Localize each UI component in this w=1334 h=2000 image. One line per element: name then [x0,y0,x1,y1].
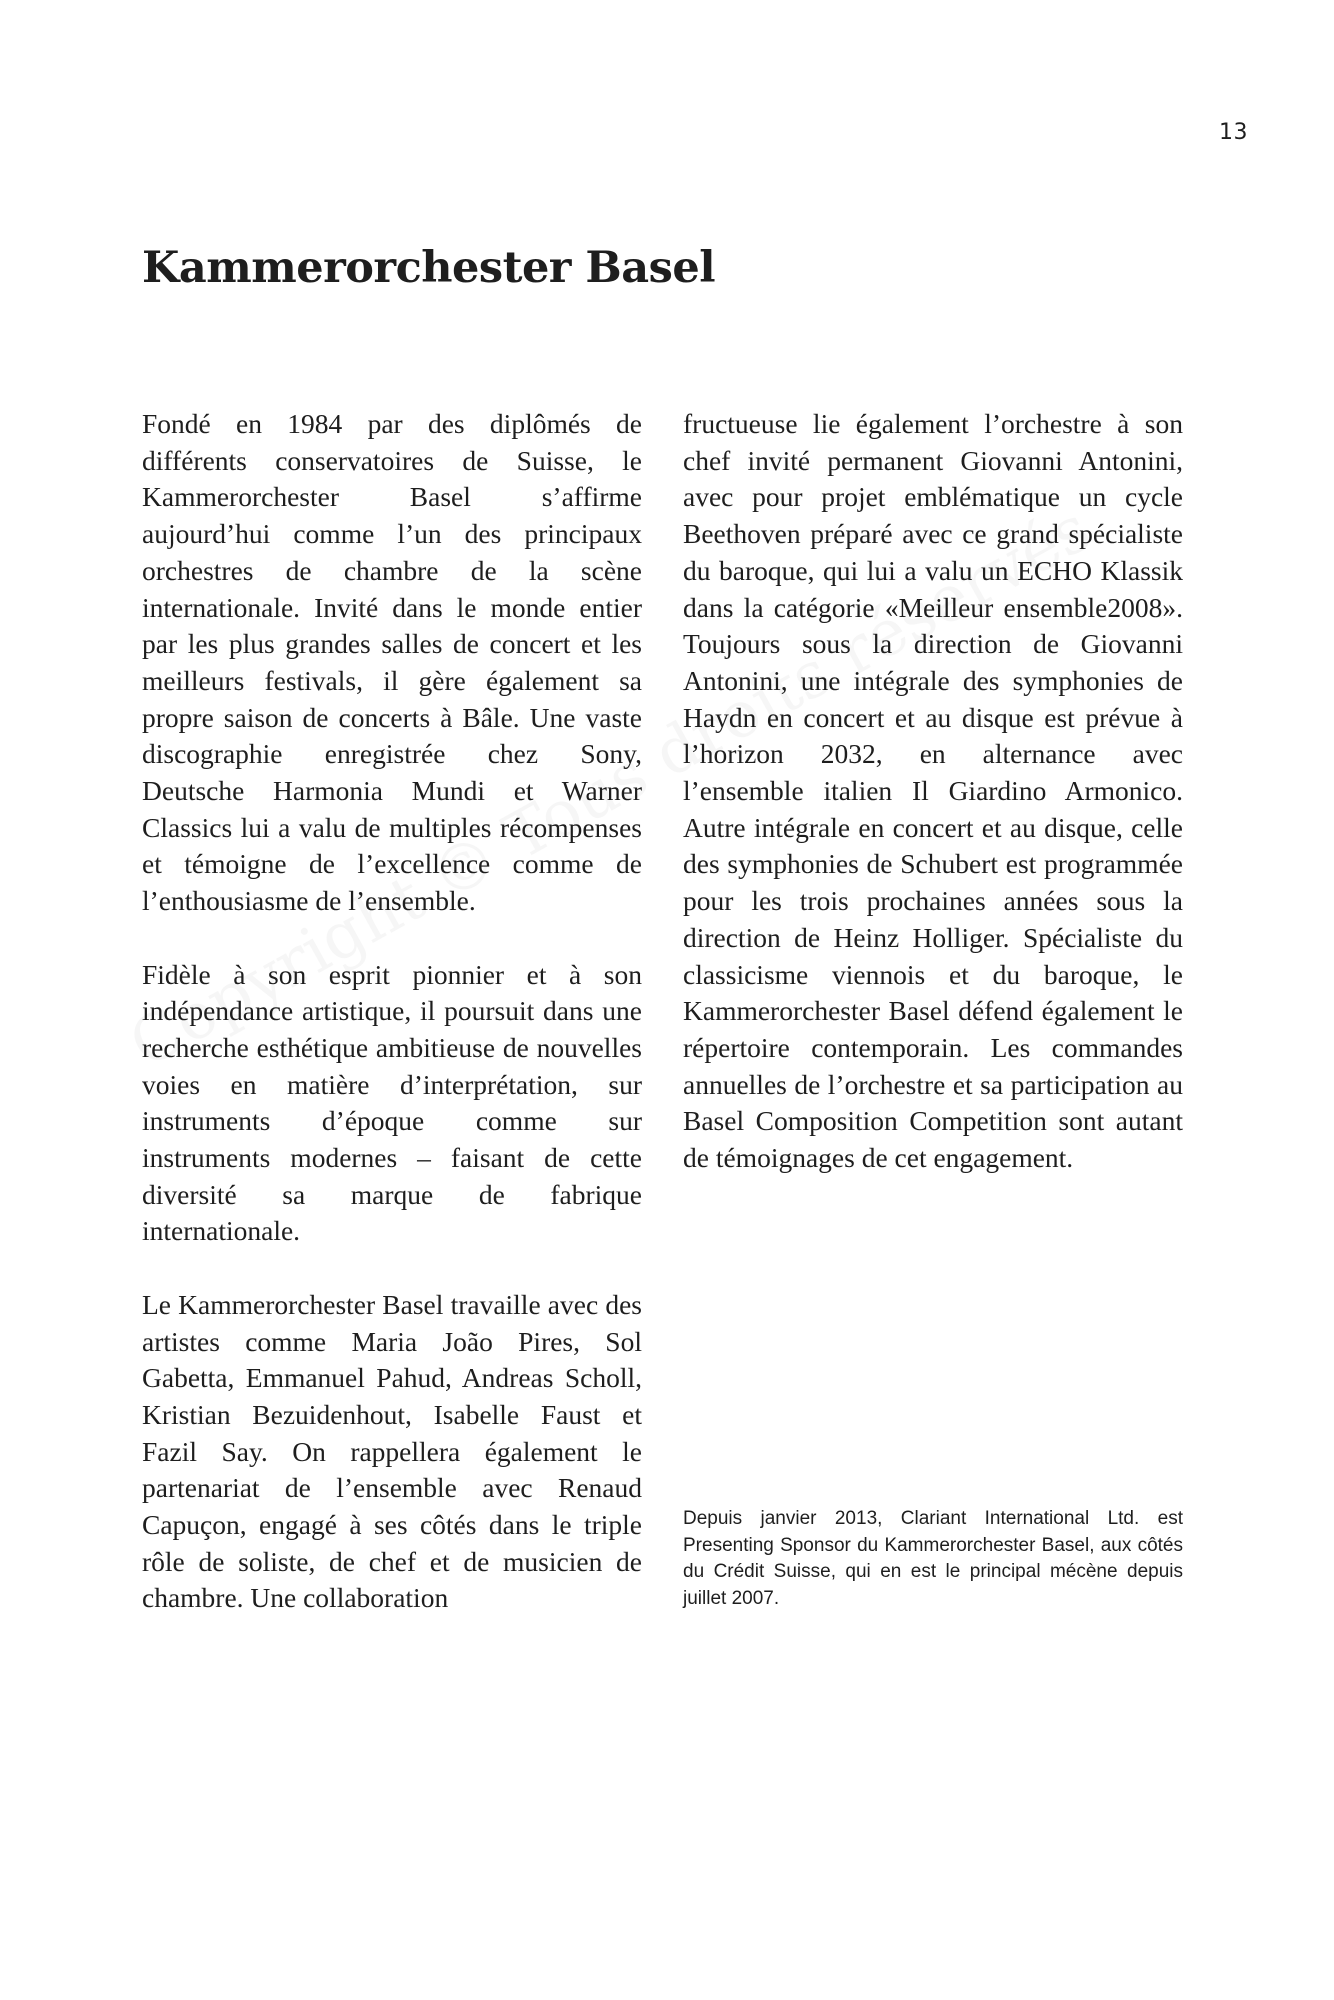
paragraph-artistic-independence: Fidèle à son esprit pionnier et à son indépendance artistique, il poursuit dans une recherche esthétique ambitieuse de nouvelles voies en matière d’interprétation, sur instruments d’époque comme sur instruments modernes – faisant de cette diversité sa marque de fabrique internationale. [142,958,642,1247]
paragraph-collaborations: Le Kammerorchester Basel travaille avec des artistes comme Maria João Pires, Sol Gabetta, Emmanuel Pahud, Andreas Scholl, Kristian Bezuidenhout, Isabelle Faust et Fazil Say. On rappellera également le partenariat de l’ensemble avec Renaud Capuçon, engagé à ses côtés dans le triple rôle de soliste, de chef et de musicien de chambre. Une collaboration [142,1288,642,1614]
page-number: 13 [1219,120,1248,145]
page-title: Kammerorchester Basel [142,243,716,293]
sponsor-note: Depuis janvier 2013, Clariant International Ltd. est Presenting Sponsor du Kammerorchester Basel, aux côtés du Crédit Suisse, qui en est le principal mécène depuis juillet 2007. [683,1508,1183,1609]
right-column [683,406,1183,1213]
left-column [142,406,642,1654]
paragraph-founding: Fondé en 1984 par des diplômés de différents conservatoires de Suisse, le Kammerorchester Basel s’affirme aujourd’hui comme l’un des principaux orchestres de chambre de la scène internationale. Invité dans le monde entier par les plus grandes salles de concert et les meilleurs festivals, il gère également sa propre saison de concerts à Bâle. Une vaste discographie enregistrée chez Sony, Deutsche Harmonia Mundi et Warner Classics lui a valu de multiples récompenses et témoigne de l’excellence comme de l’enthousiasme de l’ensemble. [142,408,642,917]
paragraph-collaborations-continued: fructueuse lie également l’orchestre à son chef invité permanent Giovanni Antonini, avec pour projet emblématique un cycle Beethoven préparé avec ce grand spécialiste du baroque, qui lui a valu un ECHO Klassik dans la catégorie «Meilleur ensemble2008». Toujours sous la direction de Giovanni Antonini, une intégrale des symphonies de Haydn en concert et au disque est prévue à l’horizon 2032, en alternance avec l’ensemble italien Il Giardino Armonico. Autre intégrale en concert et au disque, celle des symphonies de Schubert est programmée pour les trois prochaines années sous la direction de Heinz Holliger. Spécialiste du classicisme viennois et du baroque, le Kammerorchester Basel défend également le répertoire contemporain. Les commandes annuelles de l’orchestre et sa participation au Basel Composition Competition sont autant de témoignages de cet engagement. [683,408,1183,1174]
